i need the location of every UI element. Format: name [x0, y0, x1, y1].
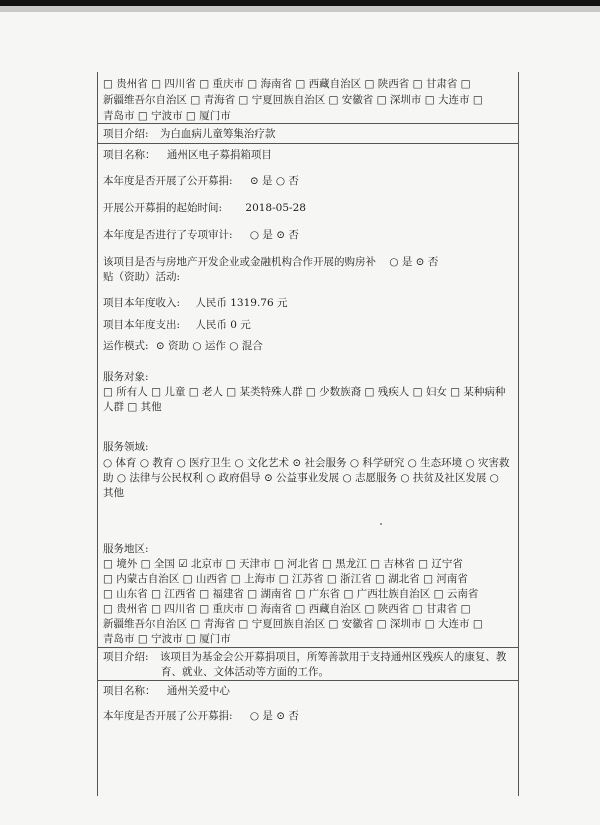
- intro-label: 项目介绍:: [103, 128, 149, 140]
- audit-options: ○ 是 ⊙ 否: [249, 229, 299, 241]
- scan-speck: [380, 523, 382, 525]
- intro-line: 该项目为基金会公开募捐项目，所筹善款用于支持通州区残疾人的康复、教: [159, 651, 507, 663]
- public-fundraising-options: ⊙ 是 ○ 否: [249, 175, 299, 187]
- row-divider: [97, 123, 518, 124]
- expense-row: [103, 318, 251, 332]
- service-targets-label: 服务对象:: [103, 371, 149, 383]
- public-fundraising-row: [103, 174, 299, 188]
- service-areas-row: □ 内蒙古自治区 □ 山西省 □ 上海市 □ 江苏省 □ 浙江省 □ 湖北省 □ 河南省: [103, 573, 468, 585]
- intro-text: 为白血病儿童筹集治疗款: [159, 128, 276, 140]
- housing-subsidy-question-cont: 贴（资助）活动:: [103, 271, 181, 283]
- service-fields-label: 服务领域:: [103, 441, 149, 453]
- service-areas-row: □ 贵州省 □ 四川省 □ 重庆市 □ 海南省 □ 西藏自治区 □ 陕西省 □ 甘肃省 □: [103, 603, 471, 615]
- project-name-value: 通州关爱中心: [166, 685, 230, 697]
- expense-value: 人民币 0 元: [195, 319, 251, 331]
- service-fields-options: ○ 体育 ○ 教育 ○ 医疗卫生 ○ 文化艺术 ⊙ 社会服务 ○ 科学研究 ○ 生态环境 ○ 灾害救助 ○ 法律与公民权利 ○ 政府倡导 ⊙ 公益事业发展 ○ 志愿服务 ○ 扶贫及社区发展 ○ 其他: [103, 457, 510, 499]
- operation-mode-label: 运作模式:: [103, 340, 149, 352]
- region-row: 新疆维吾尔自治区 □ 青海省 □ 宁夏回族自治区 □ 安徽省 □ 深圳市 □ 大连市 □: [103, 94, 483, 106]
- service-areas-row: 青岛市 □ 宁波市 □ 厦门市: [103, 633, 231, 645]
- project-intro: [103, 650, 506, 664]
- start-date-label: 开展公开募捐的起始时间:: [103, 202, 223, 214]
- income-label: 项目本年度收入:: [103, 297, 181, 309]
- audit-row: [103, 228, 299, 242]
- public-fundraising-row: [103, 709, 299, 723]
- public-fundraising-question: 本年度是否开展了公开募捐:: [103, 710, 233, 722]
- operation-mode-row: [103, 339, 263, 353]
- row-divider: [97, 680, 518, 681]
- row-divider: [97, 143, 518, 144]
- income-row: [103, 296, 288, 310]
- service-areas-label: 服务地区:: [103, 543, 149, 555]
- operation-mode-options: ⊙ 资助 ○ 运作 ○ 混合: [155, 340, 263, 352]
- income-value: 人民币 1319.76 元: [195, 297, 288, 309]
- housing-subsidy-question: 该项目是否与房地产开发企业或金融机构合作开展的购房补: [103, 256, 376, 268]
- expense-label: 项目本年度支出:: [103, 319, 181, 331]
- service-areas-row: □ 山东省 □ 江西省 □ 福建省 □ 湖南省 □ 广东省 □ 广西壮族自治区 □ 云南省: [103, 588, 479, 600]
- project-name-row: [103, 148, 272, 162]
- start-date-value: 2018-05-28: [245, 202, 306, 214]
- public-fundraising-question: 本年度是否开展了公开募捐:: [103, 175, 233, 187]
- scan-top-shadow: [0, 6, 600, 12]
- service-targets-options: □ 所有人 □ 儿童 □ 老人 □ 某类特殊人群 □ 少数族裔 □ 残疾人 □ 妇女 □ 某种病种人群 □ 其他: [103, 386, 506, 413]
- service-areas-row: 新疆维吾尔自治区 □ 青海省 □ 宁夏回族自治区 □ 安徽省 □ 深圳市 □ 大连市 □: [103, 618, 483, 630]
- region-row: □ 贵州省 □ 四川省 □ 重庆市 □ 海南省 □ 西藏自治区 □ 陕西省 □ 甘肃省 □: [103, 78, 471, 90]
- public-fundraising-options: ○ 是 ⊙ 否: [249, 710, 299, 722]
- project-name-label: 项目名称：: [103, 149, 156, 161]
- start-date-row: [103, 201, 306, 215]
- housing-subsidy-row: [103, 255, 438, 269]
- project-intro: [103, 127, 275, 141]
- service-areas-row: □ 境外 □ 全国 ☑ 北京市 □ 天津市 □ 河北省 □ 黑龙江 □ 吉林省 □ 辽宁省: [103, 558, 463, 570]
- intro-line: 育、就业、文体活动等方面的工作。: [161, 666, 329, 678]
- project-name-label: 项目名称：: [103, 685, 156, 697]
- audit-question: 本年度是否进行了专项审计:: [103, 229, 233, 241]
- project-name-value: 通州区电子募捐箱项目: [166, 149, 272, 161]
- intro-label: 项目介绍:: [103, 651, 149, 663]
- region-row: 青岛市 □ 宁波市 □ 厦门市: [103, 110, 231, 122]
- housing-subsidy-options: ○ 是 ⊙ 否: [389, 256, 439, 268]
- row-divider: [97, 647, 518, 648]
- project-name-row: [103, 684, 230, 698]
